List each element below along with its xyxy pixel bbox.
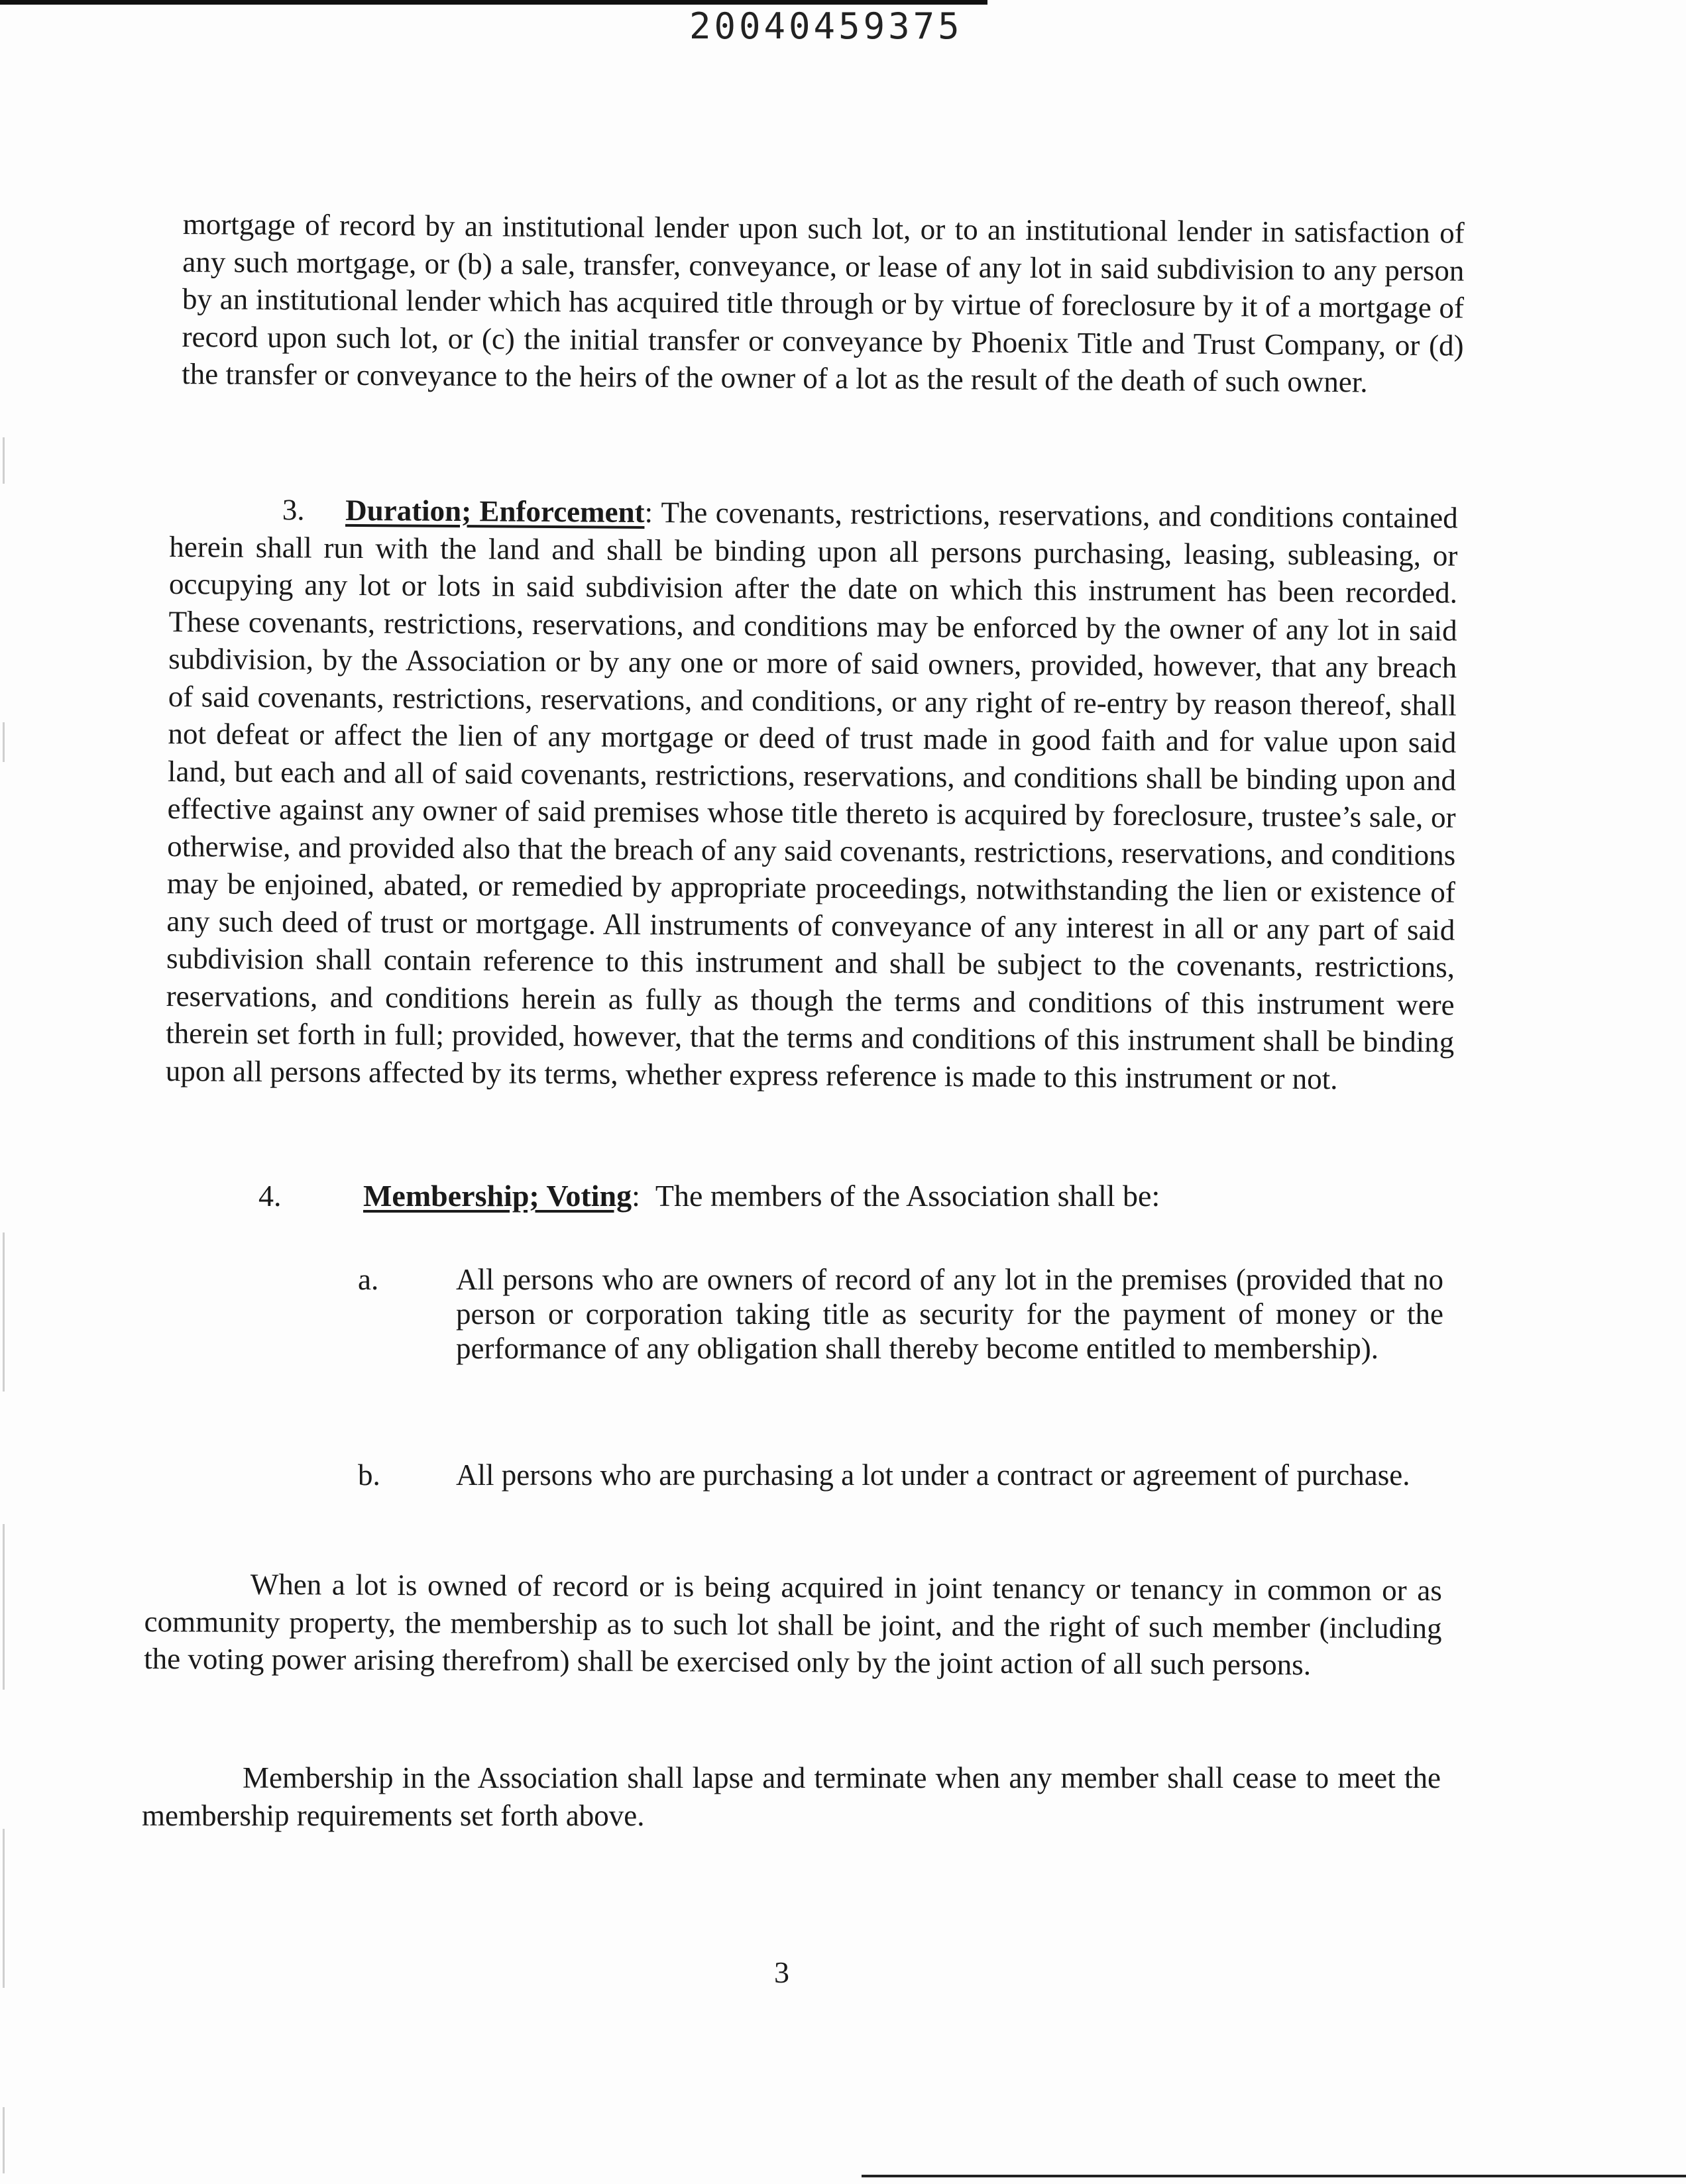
section-4-title: Membership; Voting — [363, 1179, 632, 1213]
list-item-letter: a. — [358, 1263, 379, 1296]
scan-edge-mark — [3, 2107, 5, 2173]
scan-edge-mark — [3, 1829, 5, 1988]
section-3-paragraph: 3. Duration; Enforcement: The covenants, restrictions, reservations, and conditions contained herein shall run with the land and shall be binding upon all persons purchasing, leasing, subleasing, or occupying any lot or lots in said subdivision after the date on which this instrument has been recorded. These covenants, restrictions, reservations, and conditions may be enforced by the owner of any lot in said subdivision, by the Association or by any one or more of said owners, provided, however, that any breach of said covenants, restrictions, reservations, and conditions, or any right of re-entry by reason thereof, shall not defeat or affect the lien of any mortgage or deed of trust made in good faith and for value upon said land, but each and all of said covenants, restrictions, reservations, and conditions shall be binding upon and effective against any owner of said premises whose title thereto is acquired by foreclosure, trustee’s sale, or otherwise, and provided also that the breach of any said covenants, restrictions, reservations, and conditions may be enjoined, abated, or remedied by appropriate proceedings, notwithstanding the lien or existence of any such deed of trust or mortgage. All instruments of conveyance of any interest in all or any part of said subdivision shall contain reference to this instrument and shall be subject to the covenants, restrictions, reservations, and conditions herein as fully as though the terms and conditions of this instrument were therein set forth in full; provided, however, that the terms and conditions of this instrument shall be binding upon all persons affected by its terms, whether express reference is made to this instrument or not. — [165, 493, 1458, 1095]
paragraph-continuation: mortgage of record by an institutional lender upon such lot, or to an institutional lender in satisfaction of any such mortgage, or (b) a sale, transfer, conveyance, or lease of any lot in said subdivision to any person by an institutional lender which has acquired title through or by virtue of foreclosure by it of a mortgage of record upon such lot, or (c) the initial transfer or conveyance by Phoenix Title and Trust Company, or (d) the transfer or conveyance to the heirs of the owner of a lot as the result of the death of such owner. — [182, 207, 1465, 399]
section-3-text: The covenants, restrictions, reservations, and conditions contained herein shall run with the land and shall be binding upon all persons purchasing, leasing, subleasing, or occupying any lot or lots in said subdivision after the date on which this instrument has been recorded. These covenants, restrictions, reservations, and conditions may be enforced by the owner of any lot in said subdivision, by the Association or by any one or more of said owners, provided, however, that any breach of said covenants, restrictions, reservations, and conditions, or any right of re-entry by reason thereof, shall not defeat or affect the lien of any mortgage or deed of trust made in good faith and for value upon said land, but each and all of said covenants, restrictions, reservations, and conditions shall be binding upon and effective against any owner of said premises whose title thereto is acquired by foreclosure, trustee’s sale, or otherwise, and provided also that the breach of any said covenants, restrictions, reservations, and conditions may be enjoined, abated, or remedied by appropriate proceedings, notwithstanding the lien or existence of any such deed of trust or mortgage. All instruments of conveyance of any interest in all or any part of said subdivision shall contain reference to this instrument and shall be subject to the covenants, restrictions, reservations, and conditions herein as fully as though the terms and conditions of this instrument were therein set forth in full; provided, however, that the terms and conditions of this instrument shall be binding upon all persons affected by its terms, whether express reference is made to this instrument or not. — [165, 496, 1458, 1095]
list-item-text: All persons who are purchasing a lot under a contract or agreement of purchase. — [456, 1458, 1410, 1492]
scan-edge-mark — [3, 722, 5, 762]
section-4-heading: 4. Membership; Voting: The members of the Association shall be: — [258, 1179, 1160, 1213]
list-item-text: All persons who are owners of record of any lot in the premises (provided that no person or corporation taking title as security for the payment of money or the performance of any obligation shall thereby become entitled to membership). — [456, 1263, 1443, 1365]
document-number: 20040459375 — [689, 5, 963, 47]
section-3-number: 3. — [282, 493, 305, 527]
joint-membership-paragraph: When a lot is owned of record or is being acquired in joint tenancy or tenancy in common or as community property, the membership as to such lot shall be joint, and the right of such member (including the voting power arising therefrom) shall be exercised only by the joint action of all such persons. — [144, 1567, 1442, 1682]
section-4-intro: The members of the Association shall be: — [655, 1179, 1160, 1213]
section-3-title: Duration; Enforcement — [345, 493, 645, 529]
list-item-letter: b. — [358, 1458, 380, 1492]
bottom-scan-rule — [862, 2175, 1686, 2177]
section-4-number: 4. — [258, 1179, 282, 1213]
scan-edge-mark — [3, 437, 5, 484]
scan-edge-mark — [3, 1232, 5, 1392]
top-scan-rule — [0, 0, 987, 5]
page-number: 3 — [774, 1955, 789, 1989]
scan-edge-mark — [3, 1524, 5, 1690]
membership-lapse-paragraph: Membership in the Association shall lapse and terminate when any member shall cease to meet the membership requirements set forth above. — [142, 1761, 1441, 1832]
